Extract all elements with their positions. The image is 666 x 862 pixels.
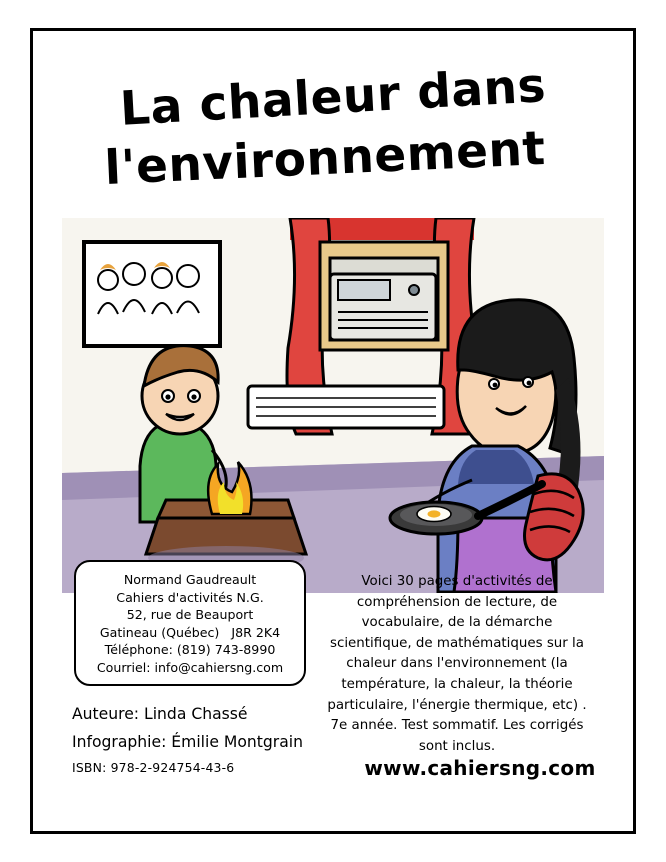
title-line-1: La chaleur dans (118, 58, 548, 137)
address-line-name: Normand Gaudreault (123, 572, 257, 587)
address-line-city: Gatineau (Québec) J8R 2K4 (99, 624, 281, 640)
address-line-company: Cahiers d'activités N.G. (116, 589, 264, 605)
credit-designer: Infographie: Émilie Montgrain (72, 733, 303, 751)
address-line-phone: Téléphone: (819) 743-8990 (104, 642, 276, 658)
cover-illustration (62, 218, 604, 593)
address-line-email: Courriel: info@cahiersng.com (96, 659, 284, 675)
credits-block (72, 700, 322, 756)
title-line-2: l'environnement (103, 121, 547, 197)
isbn-text: ISBN: 978-2-924754-43-6 (72, 760, 235, 775)
page-title (60, 58, 606, 197)
publisher-address-box (74, 560, 306, 686)
credit-author: Auteure: Linda Chassé (72, 705, 248, 723)
framed-family-picture (84, 242, 220, 346)
description-text: Voici 30 pages d'activités de compréhension de lecture, de vocabulaire, de la démarche scientifique, de mathématiques sur la chaleur dans l'environnement (la température, la chaleur, la théorie particulaire, l'énergie thermique, etc) . 7e année. Test sommatif. Les corrigés sont inclus. (327, 574, 587, 754)
address-line-street: 52, rue de Beauport (126, 607, 254, 623)
website-url: www.cahiersng.com (364, 756, 596, 780)
baseboard-heater (248, 386, 444, 428)
window-air-conditioner (330, 274, 436, 340)
